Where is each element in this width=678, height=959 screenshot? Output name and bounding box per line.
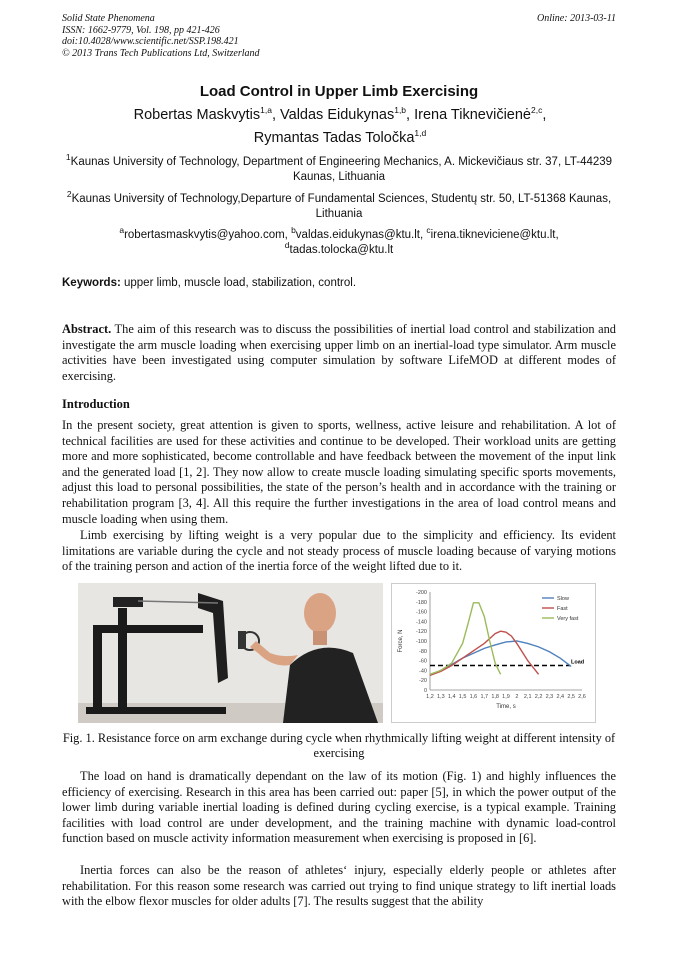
intro-paragraph-1: In the present society, great attention is given to sports, wellness, active leisure and rehabilitation. A lot of technical facilities are used for these activities and continue to be developed. Their workload units are getting more and more sophisticated, become controllable and have feedback between the movement of the input link and the generated load [1, 2]. They now allow to create muscle loading simulating specific sports movements, adjust this load to personal possibilities, the state of the person’s health and in accordance with the training or rehabilitation program [3, 4]. All this require the further investigations in the area of load control means and muscle loading when using them. bbox=[62, 418, 616, 526]
intro-paragraph-2: Limb exercising by lifting weight is a very popular due to the simplicity and efficiency. Its evident limitations are variable during the cycle and not steady process of muscle loading because of varying motions of the training person and action of the inertia force of the weight lifted due to it. bbox=[62, 528, 616, 574]
x-tick-label: 1,6 bbox=[469, 694, 478, 700]
force-chart-svg bbox=[392, 584, 595, 722]
copyright-line: © 2013 Trans Tech Publications Ltd, Switzerland bbox=[62, 47, 260, 59]
author-sep: , bbox=[271, 107, 281, 123]
paper-title: Load Control in Upper Limb Exercising bbox=[199, 83, 479, 100]
abstract-text: The aim of this research was to discuss the possibilities of inertial load control and stabilization and investigate the arm muscle loading when exercising upper limb on an inertial-load type simulator. Arm muscle activities have been investigated using computer simulation by software LifeMOD at different modes of exercising. bbox=[62, 322, 616, 383]
series-line-fast bbox=[430, 631, 539, 675]
email-sup: d bbox=[284, 240, 290, 251]
x-tick-label: 1,7 bbox=[480, 694, 489, 700]
email: valdas.eidukynas@ktu.lt, bbox=[295, 229, 427, 241]
doi-line: doi:10.4028/www.scientific.net/SSP.198.421 bbox=[62, 36, 239, 47]
email-sup: c bbox=[426, 225, 431, 236]
body-paragraph-2: Inertia forces can also be the reason of athletes‘ injury, especially elderly people or athletes after rehabilitation. For this reason some research was carried out trying to find unique strategy to lift inertial loads with the elbow flexor muscles for older adults [7]. The results suggest that the ability bbox=[62, 863, 616, 909]
affiliation-text: Kaunas University of Technology,Departure of Fundamental Sciences, Studentų str. 50, LT-51368 Kaunas, Lithuania bbox=[71, 193, 612, 220]
affiliation-sup: 2 bbox=[66, 189, 72, 200]
author-name: Valdas Eidukynas bbox=[280, 107, 395, 123]
email: robertasmaskvytis@yahoo.com, bbox=[124, 229, 292, 241]
x-tick-label: 2,3 bbox=[545, 694, 554, 700]
y-tick-label: -100 bbox=[415, 639, 427, 645]
affiliation-text: Kaunas University of Technology, Department of Engineering Mechanics, A. Mickevičiaus str. 37, LT-44239 Kaunas, Lithuania bbox=[70, 156, 613, 183]
keywords bbox=[62, 277, 616, 289]
author-sup: 2,c bbox=[530, 105, 543, 116]
abstract bbox=[62, 322, 616, 384]
section-heading: Introduction bbox=[62, 397, 130, 411]
y-tick-label: -140 bbox=[415, 619, 427, 626]
x-tick-label: 2 bbox=[515, 694, 519, 700]
x-tick-label: 1,2 bbox=[426, 694, 434, 700]
keywords-text: upper limb, muscle load, stabilization, control. bbox=[120, 277, 357, 289]
x-tick-label: 2,2 bbox=[534, 694, 543, 700]
affiliation-1 bbox=[62, 152, 616, 185]
y-tick-label: -160 bbox=[415, 609, 427, 616]
online-date: Online: 2013-03-11 bbox=[537, 13, 616, 24]
x-tick-label: 2,1 bbox=[523, 694, 532, 700]
x-tick-label: 2,6 bbox=[578, 694, 586, 700]
journal-name: Solid State Phenomena bbox=[62, 13, 155, 24]
author-sep: , bbox=[406, 107, 415, 123]
author-emails bbox=[62, 225, 616, 258]
load-label: Load bbox=[571, 659, 585, 666]
y-tick-label: -20 bbox=[419, 678, 427, 685]
y-tick-label: -40 bbox=[419, 668, 427, 675]
keywords-label: Keywords: bbox=[62, 277, 121, 289]
y-tick-label: 0 bbox=[423, 688, 427, 694]
y-tick-label: -60 bbox=[419, 658, 427, 665]
author-sup: 1,d bbox=[414, 128, 427, 139]
x-tick-label: 2,4 bbox=[556, 694, 565, 700]
figure-caption: Fig. 1. Resistance force on arm exchange during cycle when rhythmically lifting weight at different intensity of exercising bbox=[62, 731, 616, 760]
email-sup: b bbox=[291, 225, 296, 236]
x-tick-label: 1,3 bbox=[437, 694, 445, 700]
author-sup: 1,b bbox=[394, 105, 407, 116]
figure-photo bbox=[78, 583, 383, 723]
legend-label: Slow bbox=[557, 596, 569, 602]
author-list bbox=[40, 104, 640, 150]
email: tadas.tolocka@ktu.lt bbox=[289, 244, 394, 256]
affiliation-sup: 1 bbox=[65, 152, 71, 163]
issn-line: ISSN: 1662-9779, Vol. 198, pp 421-426 bbox=[62, 24, 220, 36]
author-name: Robertas Maskvytis bbox=[133, 107, 261, 123]
email: irena.tikneviciene@ktu.lt, bbox=[430, 229, 559, 241]
author-name: Rymantas Tadas Toločka bbox=[253, 130, 415, 146]
author-sep: , bbox=[542, 107, 547, 123]
author-name: Irena Tiknevičienė bbox=[414, 107, 531, 123]
y-tick-label: -180 bbox=[415, 599, 427, 606]
x-tick-label: 1,5 bbox=[458, 694, 467, 700]
exercise-machine-illustration bbox=[78, 583, 383, 723]
x-tick-label: 1,8 bbox=[491, 694, 499, 700]
y-tick-label: -120 bbox=[415, 629, 427, 636]
x-axis-label: Time, s bbox=[496, 704, 516, 710]
journal-header bbox=[62, 13, 616, 59]
affiliation-2 bbox=[62, 189, 616, 222]
legend-label: Fast bbox=[557, 606, 568, 612]
body-paragraph-1: The load on hand is dramatically dependant on the law of its motion (Fig. 1) and highly influences the efficiency of exercising. Research in this area has been carried out: paper [5], in which the power output of the lower limb during variable inertial loading is defined during cycling exercise, is a typical example. Training facilities with load control are under development, and the training machine with dynamic load-control function based on muscle activity information measurement when exercising is proposed in [6]. bbox=[62, 769, 616, 846]
y-tick-label: -80 bbox=[419, 648, 427, 655]
x-tick-label: 1,9 bbox=[502, 694, 510, 700]
y-axis-label: Force, N bbox=[398, 629, 404, 653]
force-chart bbox=[391, 583, 596, 723]
legend-label: Very fast bbox=[557, 616, 579, 622]
x-tick-label: 1,4 bbox=[447, 694, 456, 700]
x-tick-label: 2,5 bbox=[567, 694, 575, 700]
series-line-slow bbox=[430, 641, 571, 675]
abstract-label: Abstract. bbox=[62, 322, 112, 336]
y-tick-label: -200 bbox=[415, 590, 427, 596]
author-sup: 1,a bbox=[260, 105, 272, 116]
email-sup: a bbox=[119, 225, 125, 236]
